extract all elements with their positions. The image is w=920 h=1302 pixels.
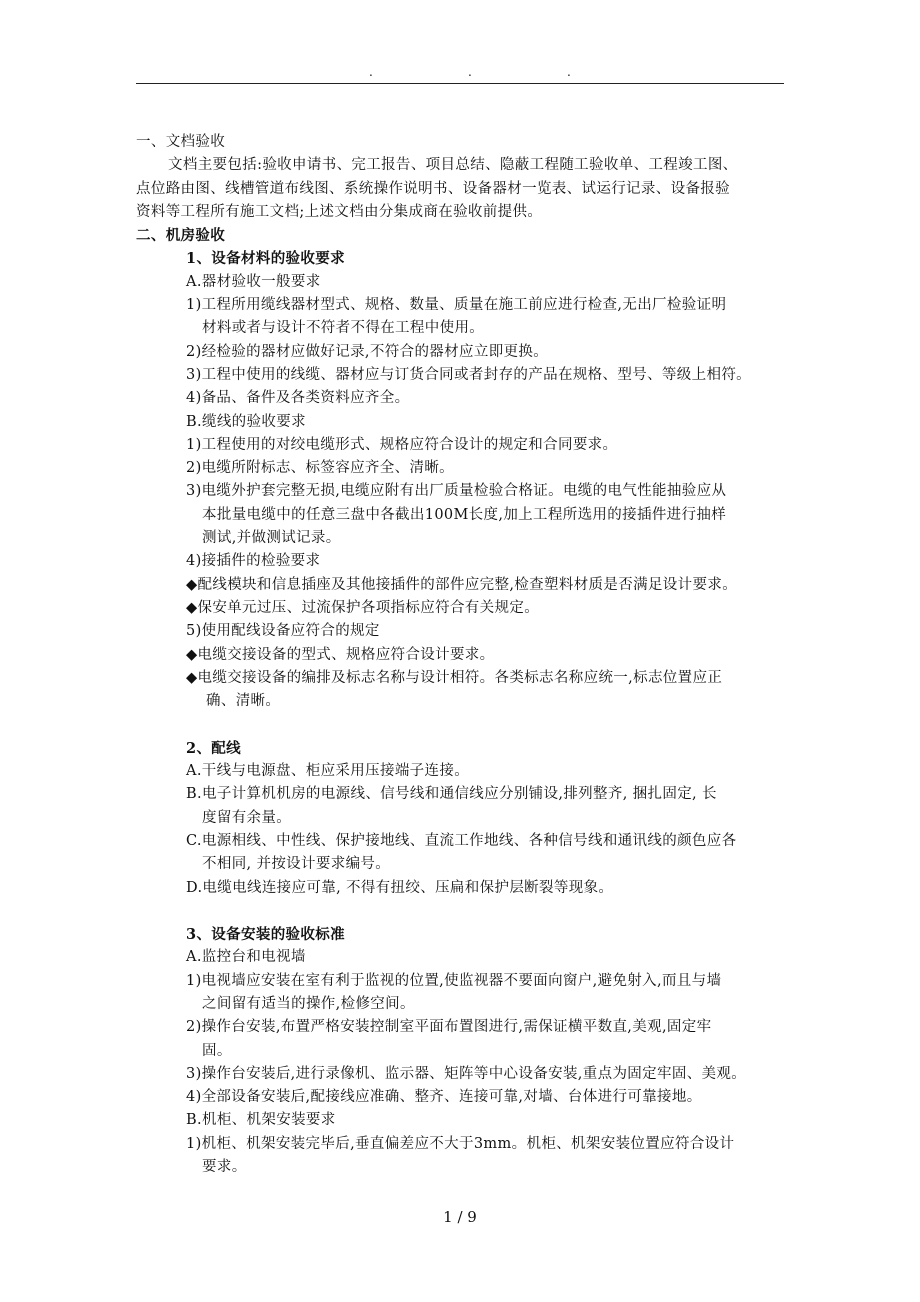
paragraph-line: 点位路由图、线槽管道布线图、系统操作说明书、设备器材一览表、试运行记录、设备报验 [136, 180, 730, 197]
list-item-continuation: 度留有余量。 [202, 809, 292, 826]
item-heading: B.缆线的验收要求 [186, 413, 306, 430]
subsection-1-title: 1、设备材料的验收要求 [186, 250, 345, 268]
list-item-continuation: 测试,并做测试记录。 [202, 530, 341, 547]
header-rule [136, 83, 784, 84]
document-body [136, 131, 796, 1179]
bullet-item: ◆电缆交接设备的编排及标志名称与设计相符。各类标志名称应统一,标志位置应正 [186, 669, 723, 686]
list-item: 1)电视墙应安装在室有利于监视的位置,使监视器不要面向窗户,避免射入,而且与墙 [186, 972, 722, 989]
paragraph-line: 文档主要包括:验收申请书、完工报告、项目总结、隐蔽工程随工验收单、工程竣工图、 [168, 157, 738, 174]
list-item: 1)工程使用的对绞电缆形式、规格应符合设计的规定和合同要求。 [186, 436, 618, 453]
item-heading: B.机柜、机架安装要求 [186, 1112, 336, 1129]
page-number: 1 / 9 [443, 1208, 477, 1226]
list-item-continuation: 本批量电缆中的任意三盘中各截出100M长度,加上工程所选用的接插件进行抽样 [202, 506, 727, 523]
list-item: 1)工程所用缆线器材型式、规格、数量、质量在施工前应进行检查,无出厂检验证明 [186, 297, 727, 314]
list-item-continuation: 固。 [202, 1042, 232, 1059]
list-item: 4)全部设备安装后,配接线应准确、整齐、连接可靠,对墙、台体进行可靠接地。 [186, 1089, 702, 1106]
list-item: 4)备品、备件及各类资料应齐全。 [186, 390, 410, 407]
item-heading: A.器材验收一般要求 [186, 273, 321, 290]
header-dot: . [468, 65, 472, 79]
list-item: B.电子计算机机房的电源线、信号线和通信线应分别铺设,排列整齐, 捆扎固定, 长 [186, 786, 717, 803]
item-heading: A.监控台和电视墙 [186, 949, 306, 966]
list-item: D.电缆电线连接应可靠, 不得有扭绞、压扁和保护层断裂等现象。 [186, 879, 614, 896]
list-item: 3)工程中使用的线缆、器材应与订货合同或者封存的产品在规格、型号、等级上相符。 [186, 366, 752, 383]
header-dot: . [567, 65, 571, 79]
bullet-item: ◆电缆交接设备的型式、规格应符合设计要求。 [186, 646, 495, 663]
subsection-2-title: 2、配线 [186, 739, 241, 757]
paragraph-line: 资料等工程所有施工文档;上述文档由分集成商在验收前提供。 [136, 203, 543, 220]
list-item: 3)电缆外护套完整无损,电缆应附有出厂质量检验合格证。电缆的电气性能抽验应从 [186, 483, 727, 500]
list-item: C.电源相线、中性线、保护接地线、直流工作地线、各种信号线和通讯线的颜色应各 [186, 832, 737, 849]
list-item: 2)经检验的器材应做好记录,不符合的器材应立即更换。 [186, 343, 549, 360]
list-item-continuation: 不相同, 并按设计要求编号。 [202, 856, 391, 873]
bullet-item: ◆配线模块和信息插座及其他接插件的部件应完整,检查塑料材质是否满足设计要求。 [186, 576, 738, 593]
section-2-title: 二、机房验收 [136, 227, 226, 245]
list-item: 2)电缆所附标志、标签容应齐全、清晰。 [186, 460, 455, 477]
list-item: 1)机柜、机架安装完毕后,垂直偏差应不大于3mm。机柜、机架安装位置应符合设计 [186, 1135, 735, 1152]
subsection-3-title: 3、设备安装的验收标准 [186, 926, 345, 944]
header-dot: . [369, 65, 373, 79]
list-item: 2)操作台安装,布置严格安装控制室平面布置图进行,需保证横平数直,美观,固定牢 [186, 1019, 712, 1036]
bullet-item: ◆保安单元过压、过流保护各项指标应符合有关规定。 [186, 599, 540, 616]
list-item: 4)接插件的检验要求 [186, 553, 321, 570]
bullet-item-continuation: 确、清晰。 [206, 693, 281, 710]
list-item: 5)使用配线设备应符合的规定 [186, 623, 380, 640]
blank-line [136, 900, 796, 923]
list-item-continuation: 之间留有适当的操作,检修空间。 [202, 995, 415, 1012]
blank-line [136, 713, 796, 736]
section-1-title: 一、文档验收 [136, 134, 226, 150]
list-item: 3)操作台安装后,进行录像机、监示器、矩阵等中心设备安装,重点为固定牢固、美观。 [186, 1065, 747, 1082]
list-item-continuation: 材料或者与设计不符者不得在工程中使用。 [202, 320, 485, 337]
list-item-continuation: 要求。 [202, 1159, 247, 1176]
list-item: A.干线与电源盘、柜应采用压接端子连接。 [186, 763, 470, 780]
